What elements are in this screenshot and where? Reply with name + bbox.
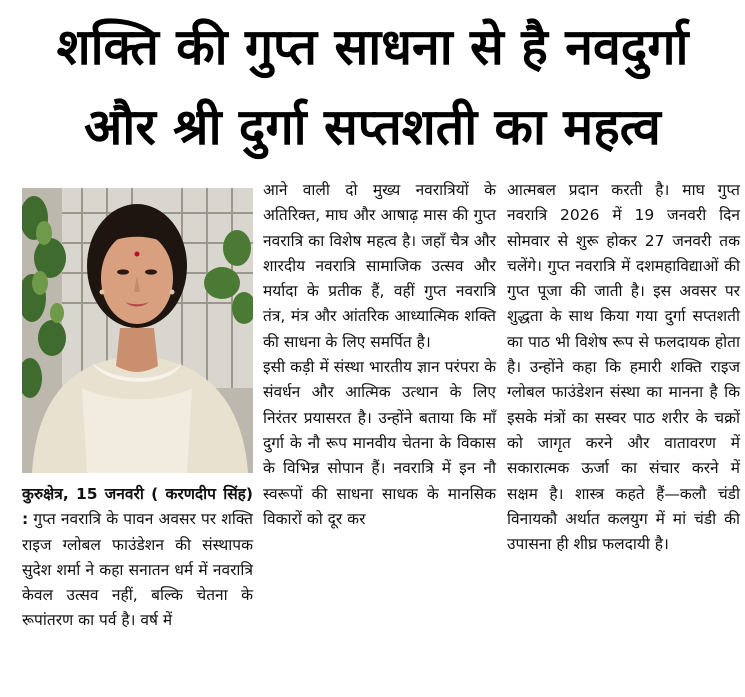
dateline: कुरुक्षेत्र, 15 जनवरी ( करणदीप सिंह) : [22, 485, 253, 529]
column1-paragraph [22, 482, 253, 634]
column3-paragraph: आत्मबल प्रदान करती है। माघ गुप्त नवरात्रि 2026 में 19 जनवरी दिन सोमवार से शुरू होकर 27 जनवरी तक चलेंगे। गुप्त नवरात्रि में दशमहाविद्याओं की गुप्त पूजा की जाती है। इस अवसर पर शुद्धता के साथ किया गया दुर्गा सप्तशती का पाठ भी विशेष रूप से फलदायक होता है। उन्होंने कहा कि हमारी शक्ति राइज ग्लोबल फाउंडेशन संस्था का मानना है कि इसके मंत्रों का सस्वर पाठ शरीर के चक्रों को जागृत करने और वातावरण में सकारात्मक ऊर्जा का संचार करने में सक्षम है। शास्त्र कहते हैं—कलौ चंडी विनायकौ अर्थात कलयुग में मां चंडी की उपासना ही शीघ्र फलदायी है। [507, 181, 740, 554]
portrait-photo [22, 188, 253, 473]
article-column-3 [507, 178, 740, 557]
headline-line-2: और श्री दुर्गा सप्तशती का महत्व [84, 98, 661, 156]
column2-paragraph-1: आने वाली दो मुख्य नवरात्रियों के अतिरिक्त, माघ और आषाढ़ मास की गुप्त नवरात्रि का विशेष महत्व है। जहाँ चैत्र और शारदीय नवरात्रि सामाजिक उत्सव और मर्यादा के प्रतीक हैं, वहीं गुप्त नवरात्रि तंत्र, मंत्र और आंतरिक आध्यात्मिक शक्ति की साधना के लिए समर्पित है। [263, 181, 496, 351]
article-column-1 [22, 482, 253, 634]
column2-paragraph-2: इसी कड़ी में संस्था भारतीय ज्ञान परंपरा के संवर्धन और आत्मिक उत्थान के लिए निरंतर प्रयासरत है। उन्होंने बताया कि माँ दुर्गा के नौ रूप मानवीय चेतना के विकास के विभिन्न सोपान हैं। नवरात्रि में इन नौ स्वरूपों की साधना साधक के मानसिक विकारों को दूर कर [263, 358, 496, 528]
column1-text: गुप्त नवरात्रि के पावन अवसर पर शक्ति राइज ग्लोबल फाउंडेशन की संस्थापक सुदेश शर्मा ने कहा सनातन धर्म में नवरात्रि केवल उत्सव नहीं, बल्कि चेतना के रूपांतरण का पर्व है। वर्ष में [22, 510, 253, 630]
headline-line-1: शक्ति की गुप्त साधना से है नवदुर्गा [56, 18, 689, 76]
article-column-2 [263, 178, 496, 532]
